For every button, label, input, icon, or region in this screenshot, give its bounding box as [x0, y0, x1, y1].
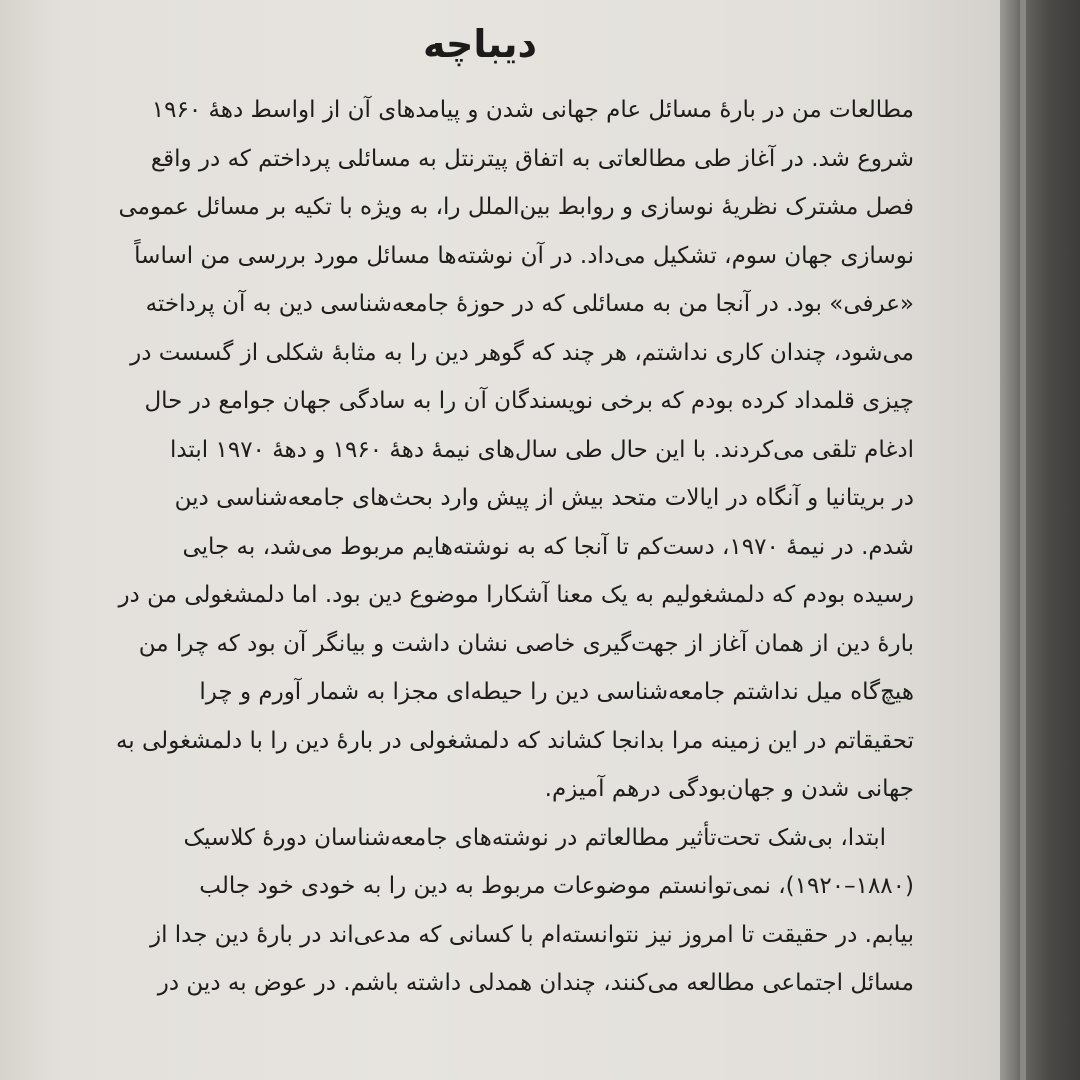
text-line: ابتدا، بی‌شک تحت‌تأثیر مطالعاتم در نوشته‌های جامعه‌شناسان دورهٔ کلاسیک [183, 824, 886, 851]
text-line: فصل مشترک نظریهٔ نوسازی و روابط بین‌الملل را، به ویژه با تکیه بر مسائل عمومی [118, 194, 914, 220]
paragraph-2 [64, 814, 914, 1008]
page-title: دیباچه [423, 22, 537, 66]
text-line: شدم. در نیمهٔ ۱۹۷۰، دست‌کم تا آنجا که به نوشته‌هایم مربوط می‌شد، به جایی [182, 533, 914, 560]
body-text [64, 86, 914, 1008]
text-line: ادغام تلقی می‌کردند. با این حال طی سال‌های نیمهٔ دههٔ ۱۹۶۰ و دههٔ ۱۹۷۰ ابتدا [169, 436, 914, 463]
text-line: در بریتانیا و آنگاه در ایالات متحد بیش از پیش وارد بحث‌های جامعه‌شناسی دین [174, 485, 914, 511]
text-line: چیزی قلمداد کرده بودم که برخی نویسندگان آن را به سادگی جهان جوامع در حال [144, 388, 914, 414]
text-line: می‌شود، چندان کاری نداشتم، هر چند که گوهر دین را به مثابهٔ شکلی از گسست در [130, 339, 914, 366]
text-line: هیچ‌گاه میل نداشتم جامعه‌شناسی دین را حیطه‌ای مجزا به شمار آورم و چرا [199, 679, 914, 705]
text-line: مسائل اجتماعی مطالعه می‌کنند، چندان همدلی داشته باشم. در عوض به دین در [157, 970, 914, 996]
page-edge [1020, 0, 1026, 1080]
text-line: تحقیقاتم در این زمینه مرا بدانجا کشاند که دلمشغولی در بارهٔ دین را با دلمشغولی به [115, 727, 914, 754]
text-line: بیابم. در حقیقت تا امروز نیز نتوانسته‌ام با کسانی که مدعی‌اند در بارهٔ دین جدا از [149, 921, 914, 948]
text-line: (۱۸۸۰–۱۹۲۰)، نمی‌توانستم موضوعات مربوط به دین را به خودی خود جالب [199, 873, 914, 899]
text-line: بارهٔ دین از همان آغاز از جهت‌گیری خاصی نشان داشت و بیانگر آن بود که چرا من [138, 630, 914, 657]
text-line: رسیده بودم که دلمشغولیم به یک معنا آشکارا موضوع دین بود. اما دلمشغولی من در [118, 582, 914, 608]
text-line: مطالعات من در بارهٔ مسائل عام جهانی شدن و پیامدهای آن از اواسط دههٔ ۱۹۶۰ [151, 97, 914, 123]
text-line: جهانی شدن و جهان‌بودگی درهم آمیزم. [544, 776, 914, 802]
paragraph-1 [64, 86, 914, 814]
text-line: «عرفی» بود. در آنجا من به مسائلی که در حوزهٔ جامعه‌شناسی دین به آن پرداخته [145, 291, 914, 317]
text-line: نوسازی جهان سوم، تشکیل می‌داد. در آن نوشته‌ها مسائل مورد بررسی من اساساً [134, 242, 914, 269]
text-line: شروع شد. در آغاز طی مطالعاتی به اتفاق پیترنتل به مسائلی پرداختم که در واقع [150, 145, 914, 172]
book-spine-shadow [1000, 0, 1080, 1080]
